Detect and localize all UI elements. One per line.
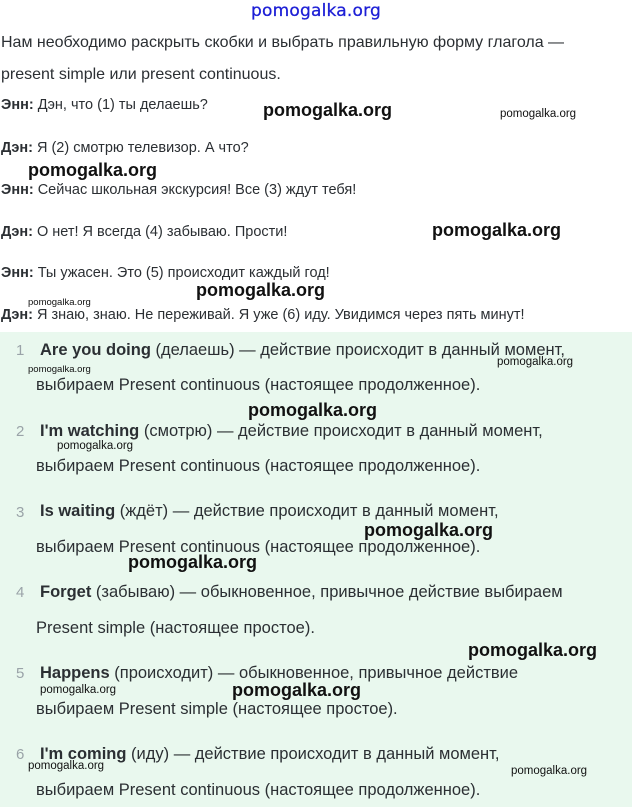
answer-3-line-1 [40, 502, 499, 521]
watermark: pomogalka.org [40, 684, 117, 696]
dialogue-text: Я (2) смотрю телевизор. А что? [32, 140, 249, 156]
answer-verb: Happens [40, 664, 110, 682]
answer-6-line-2: выбираем Present continuous (настоящее продолженное). [36, 781, 481, 799]
dialogue-text: Ты ужасен. Это (5) происходит каждый год! [33, 265, 330, 281]
watermark: pomogalka.org [511, 765, 588, 777]
speaker-name: Энн: [1, 265, 34, 281]
answer-2-line-1 [40, 422, 543, 441]
answer-number: 3 [16, 504, 25, 521]
dialogue-text: Сейчас школьная экскурсия! Все (3) ждут тебя! [33, 182, 357, 198]
answer-number: 5 [16, 665, 25, 682]
speaker-name: Энн: [1, 97, 34, 113]
watermark: pomogalka.org [28, 364, 91, 375]
speaker-name: Дэн: [1, 140, 33, 156]
answer-number: 1 [16, 342, 25, 359]
answer-verb: Are you doing [40, 341, 151, 359]
answer-number: 4 [16, 584, 25, 601]
watermark: pomogalka.org [497, 356, 574, 368]
answer-number: 2 [16, 423, 25, 440]
answer-verb: I'm watching [40, 422, 140, 440]
watermark: pomogalka.org [248, 400, 378, 420]
answer-explanation: (забываю) — обыкновенное, привычное действие выбираем [91, 583, 563, 601]
watermark: pomogalka.org [432, 220, 562, 240]
dialogue-line-6 [1, 307, 626, 323]
watermark: pomogalka.org [263, 100, 393, 120]
dialogue-line-2 [1, 140, 626, 156]
answer-explanation: (смотрю) — действие происходит в данный момент, [139, 422, 543, 440]
watermark: pomogalka.org [364, 520, 494, 540]
intro-line-2: present simple или present continuous. [1, 66, 281, 83]
watermark: pomogalka.org [196, 280, 326, 300]
intro-line-1: Нам необходимо раскрыть скобки и выбрать правильную форму глагола — [1, 34, 565, 51]
answer-explanation: (ждёт) — действие происходит в данный момент, [115, 502, 499, 520]
watermark: pomogalka.org [128, 552, 258, 572]
answer-verb: I'm coming [40, 745, 127, 763]
watermark: pomogalka.org [468, 640, 598, 660]
watermark: pomogalka.org [28, 760, 105, 772]
answer-3-line-2: выбираем Present continuous (настоящее продолженное). [36, 538, 481, 556]
speaker-name: Дэн: [1, 224, 33, 240]
answer-explanation: (происходит) — обыкновенное, привычное действие [109, 664, 519, 682]
dialogue-line-5 [1, 265, 626, 281]
answer-6-line-1 [40, 745, 499, 764]
watermark: pomogalka.org [500, 108, 577, 120]
answer-explanation: (делаешь) — действие происходит в данный момент, [150, 341, 565, 359]
dialogue-line-3 [1, 182, 626, 198]
answer-5-line-2: выбираем Present simple (настоящее простое). [36, 700, 398, 718]
watermark: pomogalka.org [28, 297, 91, 308]
answer-4-line-1 [40, 583, 563, 602]
dialogue-text: Я знаю, знаю. Не переживай. Я уже (6) иду. Увидимся через пять минут! [32, 307, 525, 323]
watermark: pomogalka.org [232, 680, 362, 700]
answer-verb: Is waiting [40, 502, 116, 520]
answer-4-line-2: Present simple (настоящее простое). [36, 619, 315, 637]
speaker-name: Энн: [1, 182, 34, 198]
watermark: pomogalka.org [57, 440, 134, 452]
answer-explanation: (иду) — действие происходит в данный момент, [126, 745, 500, 763]
watermark: pomogalka.org [28, 160, 158, 180]
answer-2-line-2: выбираем Present continuous (настоящее продолженное). [36, 457, 481, 475]
dialogue-text: О нет! Я всегда (4) забываю. Прости! [32, 224, 288, 240]
answer-verb: Forget [40, 583, 92, 601]
answer-1-line-2: выбираем Present continuous (настоящее продолженное). [36, 376, 481, 394]
answer-1-line-1 [40, 341, 565, 360]
speaker-name: Дэн: [1, 307, 33, 323]
dialogue-text: Дэн, что (1) ты делаешь? [33, 97, 208, 113]
site-logo[interactable]: pomogalka.org [251, 1, 381, 21]
answer-number: 6 [16, 746, 25, 763]
